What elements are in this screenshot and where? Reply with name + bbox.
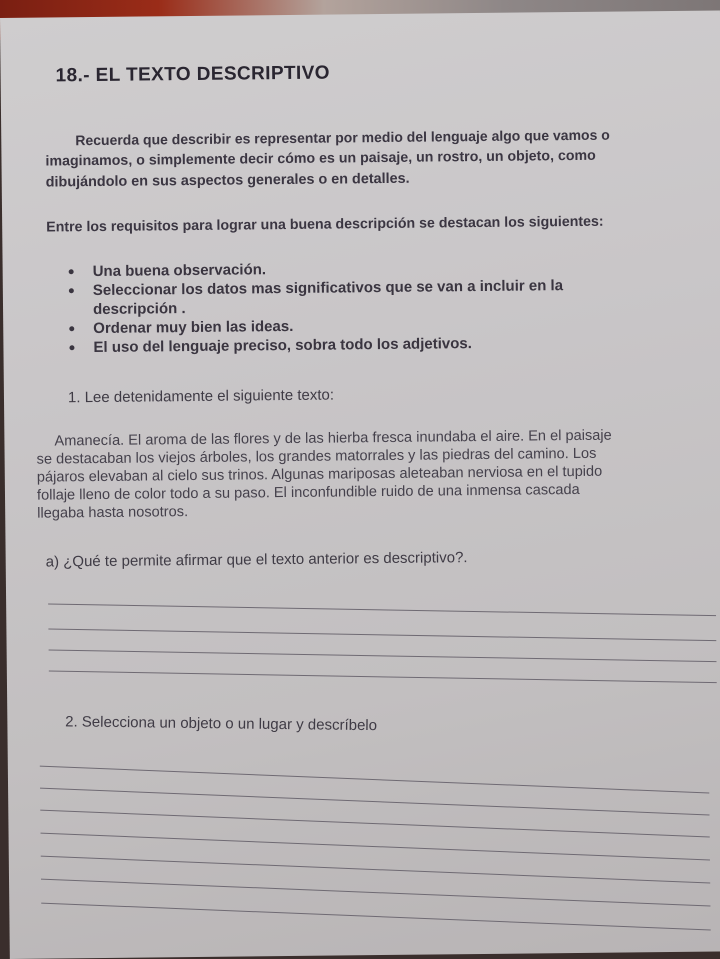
answer-line bbox=[40, 833, 710, 861]
answer-line bbox=[48, 604, 716, 617]
answer-line bbox=[41, 903, 711, 931]
reading-line-1: Amanecía. El aroma de las flores y de las hierba fresca inundaba el aire. En el paisaje bbox=[54, 427, 612, 450]
intro-line-2: imaginamos, o simplemente decir cómo es un paisaje, un rostro, un objeto, como bbox=[45, 147, 596, 170]
reading-line-5: llegaba hasta nosotros. bbox=[37, 504, 189, 522]
answer-line bbox=[48, 629, 716, 642]
list-item: Ordenar muy bien las ideas. bbox=[63, 314, 563, 338]
answer-line bbox=[40, 788, 710, 816]
page-title: 18.- EL TEXTO DESCRIPTIVO bbox=[55, 62, 331, 87]
list-item: El uso del lenguaje preciso, sobra todo los adjetivos. bbox=[63, 333, 563, 357]
question-a: a) ¿Qué te permite afirmar que el texto anterior es descriptivo?. bbox=[45, 549, 468, 571]
requisitos-intro: Entre los requisitos para lograr una buena descripción se destacan los siguientes: bbox=[46, 213, 604, 236]
answer-line bbox=[40, 810, 710, 838]
list-item: Una buena observación. bbox=[63, 257, 563, 281]
exercise-1-heading: 1. Lee detenidamente el siguiente texto: bbox=[67, 386, 335, 407]
requirements-list bbox=[63, 257, 564, 357]
answer-line bbox=[41, 856, 711, 884]
answer-line bbox=[41, 879, 711, 907]
exercise-2-heading: 2. Selecciona un objeto o un lugar y descríbelo bbox=[65, 713, 378, 735]
answer-line bbox=[40, 766, 710, 794]
answer-line bbox=[49, 650, 717, 663]
reading-line-3: pájaros elevaban al cielo sus trinos. Algunas mariposas aleteaban nerviosa en el tupido bbox=[36, 463, 603, 486]
worksheet-page bbox=[0, 10, 720, 958]
reading-line-4: follaje lleno de color todo a su paso. El inconfundible ruido de una inmensa cascada bbox=[36, 481, 580, 504]
answer-line bbox=[49, 671, 717, 684]
intro-line-3: dibujándolo en sus aspectos generales o en detalles. bbox=[45, 170, 410, 191]
reading-line-2: se destacaban los viejos árboles, los grandes matorrales y las piedras del camino. Los bbox=[36, 445, 597, 468]
list-item: Seleccionar los datos mas significativos que se van a incluir en la bbox=[63, 276, 563, 300]
list-item-text: descripción . bbox=[92, 300, 186, 319]
intro-line-1: Recuerda que describir es representar por medio del lenguaje algo que vamos o bbox=[75, 126, 610, 149]
